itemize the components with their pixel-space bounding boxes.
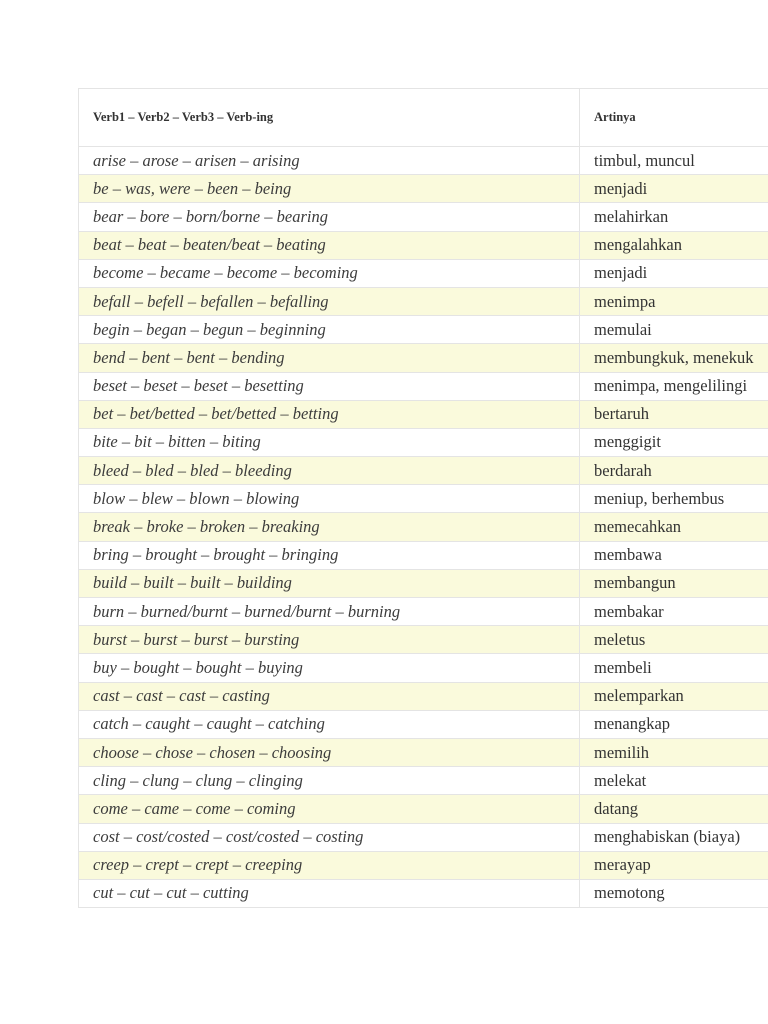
meaning-cell: menjadi	[580, 175, 768, 203]
table-row	[79, 654, 768, 682]
verb-forms-cell: bite – bit – bitten – biting	[79, 428, 580, 456]
verb-forms-cell: cost – cost/costed – cost/costed – costing	[79, 823, 580, 851]
verb-table-container	[78, 88, 768, 908]
meaning-cell: menangkap	[580, 710, 768, 738]
verb-forms-cell: choose – chose – chosen – choosing	[79, 738, 580, 766]
header-row	[79, 89, 768, 147]
meaning-cell: menggigit	[580, 428, 768, 456]
table-row	[79, 569, 768, 597]
verb-forms-cell: become – became – become – becoming	[79, 259, 580, 287]
meaning-cell: memecahkan	[580, 513, 768, 541]
table-body	[79, 147, 768, 908]
meaning-cell: membungkuk, menekuk	[580, 344, 768, 372]
meaning-cell: berdarah	[580, 457, 768, 485]
verb-forms-cell: beset – beset – beset – besetting	[79, 372, 580, 400]
table-row	[79, 710, 768, 738]
table-row	[79, 485, 768, 513]
table-row	[79, 400, 768, 428]
table-row	[79, 175, 768, 203]
table-row	[79, 457, 768, 485]
table-row	[79, 626, 768, 654]
verb-forms-cell: arise – arose – arisen – arising	[79, 147, 580, 175]
meaning-cell: mengalahkan	[580, 231, 768, 259]
table-row	[79, 823, 768, 851]
meaning-cell: bertaruh	[580, 400, 768, 428]
table-row	[79, 372, 768, 400]
table-row	[79, 287, 768, 315]
verb-forms-cell: bleed – bled – bled – bleeding	[79, 457, 580, 485]
table-row	[79, 795, 768, 823]
table-row	[79, 513, 768, 541]
verb-forms-cell: bet – bet/betted – bet/betted – betting	[79, 400, 580, 428]
verb-forms-cell: begin – began – begun – beginning	[79, 316, 580, 344]
table-row	[79, 147, 768, 175]
table-row	[79, 879, 768, 907]
meaning-cell: meniup, berhembus	[580, 485, 768, 513]
verb-forms-cell: break – broke – broken – breaking	[79, 513, 580, 541]
table-row	[79, 541, 768, 569]
verb-forms-cell: bend – bent – bent – bending	[79, 344, 580, 372]
verb-forms-cell: blow – blew – blown – blowing	[79, 485, 580, 513]
meaning-cell: merayap	[580, 851, 768, 879]
meaning-cell: membawa	[580, 541, 768, 569]
verb-forms-cell: beat – beat – beaten/beat – beating	[79, 231, 580, 259]
meaning-cell: meletus	[580, 626, 768, 654]
meaning-cell: menjadi	[580, 259, 768, 287]
meaning-cell: melekat	[580, 767, 768, 795]
meaning-cell: menghabiskan (biaya)	[580, 823, 768, 851]
table-row	[79, 851, 768, 879]
table-row	[79, 344, 768, 372]
meaning-cell: membakar	[580, 598, 768, 626]
meaning-cell: memotong	[580, 879, 768, 907]
verb-forms-cell: burn – burned/burnt – burned/burnt – burning	[79, 598, 580, 626]
table-row	[79, 203, 768, 231]
verb-forms-cell: catch – caught – caught – catching	[79, 710, 580, 738]
table-row	[79, 682, 768, 710]
meaning-cell: melahirkan	[580, 203, 768, 231]
meaning-cell: memulai	[580, 316, 768, 344]
table-row	[79, 316, 768, 344]
meaning-cell: membangun	[580, 569, 768, 597]
verb-forms-cell: befall – befell – befallen – befalling	[79, 287, 580, 315]
table-row	[79, 738, 768, 766]
verb-forms-cell: cut – cut – cut – cutting	[79, 879, 580, 907]
meaning-cell: membeli	[580, 654, 768, 682]
table-row	[79, 259, 768, 287]
table-row	[79, 231, 768, 259]
verb-forms-cell: burst – burst – burst – bursting	[79, 626, 580, 654]
meaning-cell: melemparkan	[580, 682, 768, 710]
meaning-cell: menimpa	[580, 287, 768, 315]
table-row	[79, 598, 768, 626]
irregular-verbs-table	[78, 88, 768, 908]
meaning-cell: menimpa, mengelilingi	[580, 372, 768, 400]
header-meaning: Artinya	[580, 89, 768, 147]
table-header	[79, 89, 768, 147]
meaning-cell: timbul, muncul	[580, 147, 768, 175]
verb-forms-cell: buy – bought – bought – buying	[79, 654, 580, 682]
meaning-cell: memilih	[580, 738, 768, 766]
verb-forms-cell: be – was, were – been – being	[79, 175, 580, 203]
table-row	[79, 767, 768, 795]
verb-forms-cell: build – built – built – building	[79, 569, 580, 597]
verb-forms-cell: bear – bore – born/borne – bearing	[79, 203, 580, 231]
verb-forms-cell: cling – clung – clung – clinging	[79, 767, 580, 795]
verb-forms-cell: come – came – come – coming	[79, 795, 580, 823]
header-verb-forms: Verb1 – Verb2 – Verb3 – Verb-ing	[79, 89, 580, 147]
verb-forms-cell: creep – crept – crept – creeping	[79, 851, 580, 879]
verb-forms-cell: bring – brought – brought – bringing	[79, 541, 580, 569]
table-row	[79, 428, 768, 456]
verb-forms-cell: cast – cast – cast – casting	[79, 682, 580, 710]
meaning-cell: datang	[580, 795, 768, 823]
